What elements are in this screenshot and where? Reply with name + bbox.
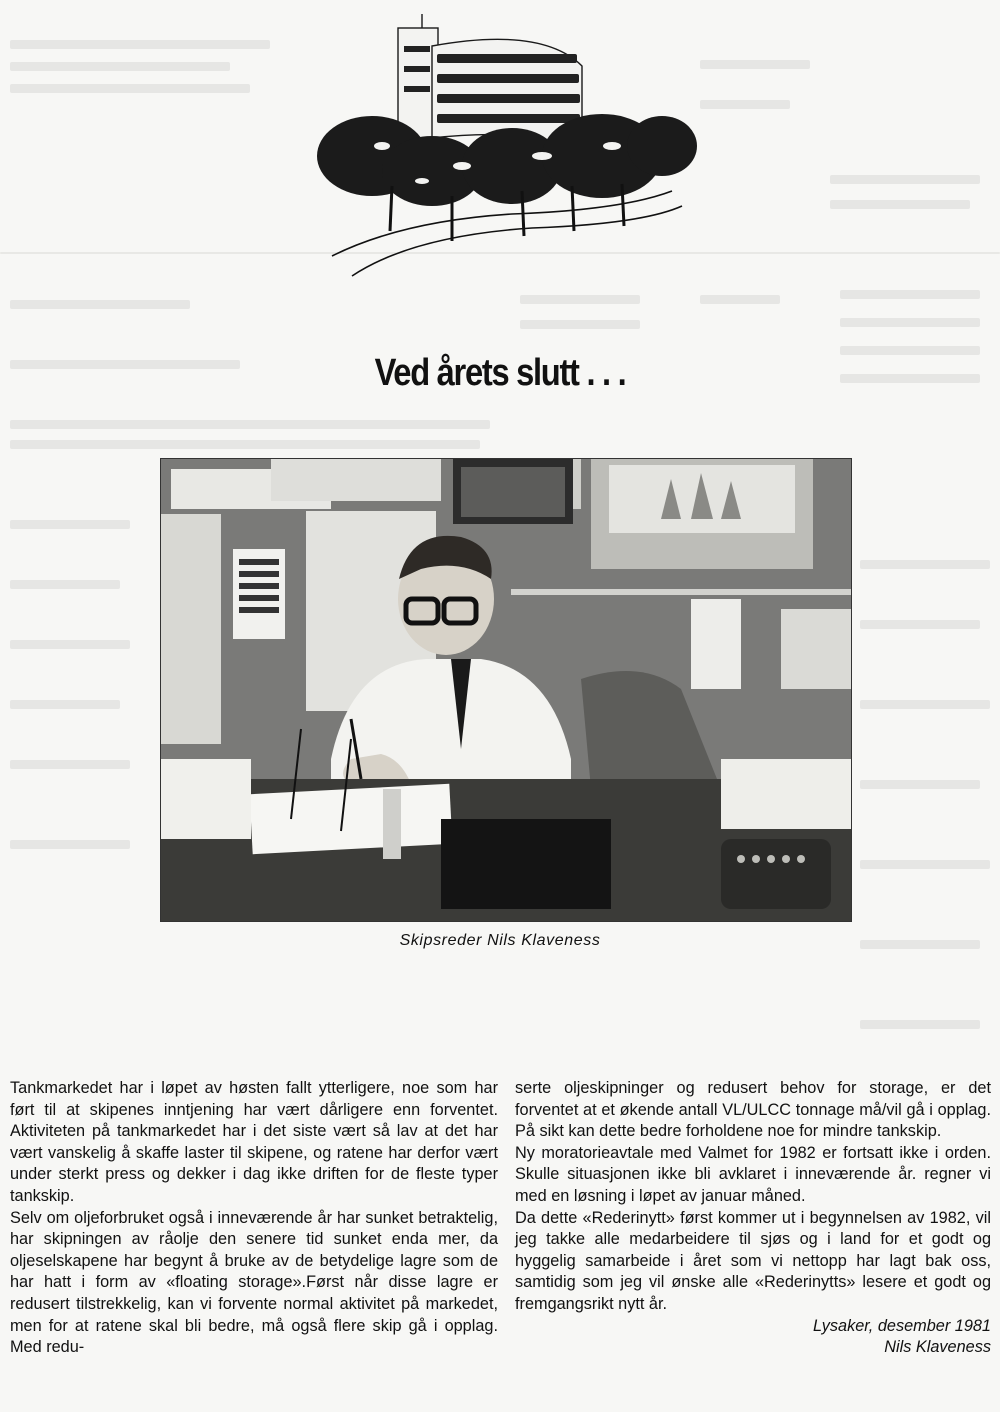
paragraph: Tankmarkedet har i løpet av høsten fallt ytterligere, noe som har ført til at skipenes inntjening har vært dårligere enn forventet. Aktiviteten på tankmarkedet har i det siste vært så lav at det har vært vanskelig å skaffe laster til skipene, og ratene har derfor vært under sterkt press og dekker i dag ikke driften for de fleste typer tankskip. bbox=[10, 1079, 498, 1205]
text-column-right bbox=[515, 1078, 991, 1359]
paragraph: Selv om oljeforbruket også i inneværende år har sunket betraktelig, har skipningen av råolje den senere tid sunket enda mer, da oljeselskapene har begynt å bruke av de betydelige lagre som de har hatt i form av «floating storage».Først når disse lagre er redusert tilstrekkelig, kan vi forvente normal aktivitet på markedet, men for at ratene skal bli bedre, må også flere skip gå i opplag. Med redu- bbox=[10, 1208, 498, 1357]
signature-place-date: Lysaker, desember 1981 bbox=[812, 1316, 991, 1335]
paragraph: serte oljeskipninger og redusert behov for storage, er det forventet at et økende antall VL/ULCC tonnage må/vil gå i opplag. På sikt kan dette bedre forholdene noe for mindre tankskip. bbox=[515, 1079, 991, 1141]
page-title: Ved årets slutt . . . bbox=[374, 352, 626, 394]
office-photo bbox=[160, 458, 852, 922]
text-column-left bbox=[10, 1078, 498, 1359]
paragraph: Ny moratorieavtale med Valmet for 1982 er fortsatt ikke i orden. Skulle situasjonen ikke bli avklaret i inneværende år. regner vi med en løsning i løpet av januar måned. bbox=[515, 1143, 991, 1205]
photo-caption: Skipsreder Nils Klaveness bbox=[399, 932, 601, 949]
building-sketch-illustration bbox=[312, 6, 698, 282]
signature-name: Nils Klaveness bbox=[884, 1338, 991, 1357]
paragraph: Da dette «Rederinytt» først kommer ut i begynnelsen av 1982, vil jeg takke alle medarbeidere til sjøs og i land for et godt og hyggelig samarbeide i året som vi nettopp har lagt bak oss, samtidig som jeg vil ønske alle «Rederinytts» lesere et godt og fremgangsrikt nytt år. bbox=[515, 1208, 991, 1313]
